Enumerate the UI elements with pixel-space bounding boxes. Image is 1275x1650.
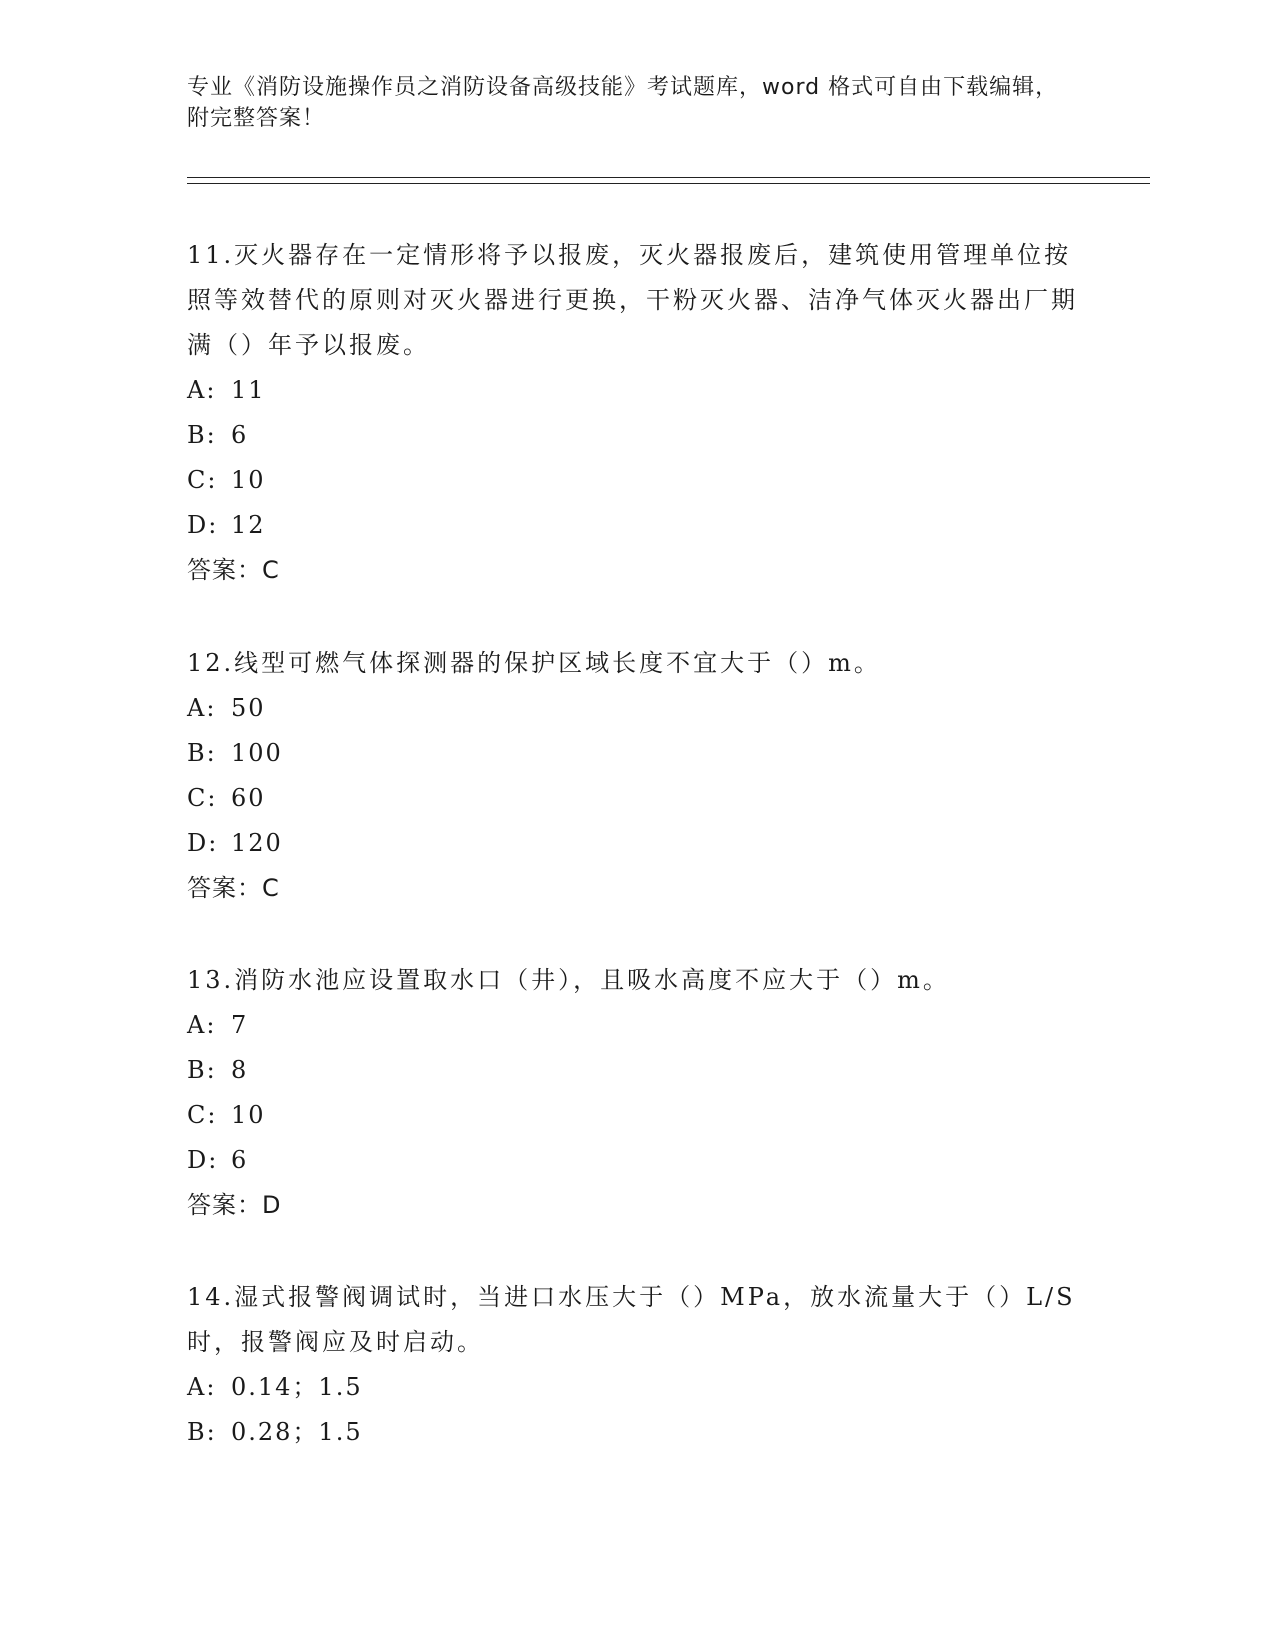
option-c [187, 776, 1087, 821]
option-text: 6 [231, 421, 249, 449]
option-a [187, 686, 1087, 731]
option-c [187, 458, 1087, 503]
question-stem: 12.线型可燃气体探测器的保护区域长度不宜大于（）m。 [187, 649, 881, 677]
option-letter: D: [187, 829, 219, 857]
option-letter: C: [187, 466, 218, 494]
header-divider-top [187, 177, 1150, 178]
answer-line: 答案：D [187, 1191, 282, 1219]
document-header-intro: 专业《消防设施操作员之消防设备高级技能》考试题库，word 格式可自由下载编辑，附完整答案！ [187, 75, 1059, 131]
option-b [187, 1048, 1087, 1093]
question-stem: 11.灭火器存在一定情形将予以报废，灭火器报废后，建筑使用管理单位按照等效替代的原则对灭火器进行更换，干粉灭火器、洁净气体灭火器出厂期满（）年予以报废。 [187, 241, 1078, 359]
option-letter: C: [187, 784, 218, 812]
question-11 [187, 233, 1087, 593]
question-stem: 14.湿式报警阀调试时，当进口水压大于（）MPa，放水流量大于（）L/S 时，报警阀应及时启动。 [187, 1283, 1076, 1356]
header-divider-bottom [187, 183, 1150, 184]
option-b [187, 731, 1087, 776]
question-stem: 13.消防水池应设置取水口（井），且吸水高度不应大于（）m。 [187, 966, 950, 994]
option-a [187, 1003, 1087, 1048]
option-d [187, 1138, 1087, 1183]
option-letter: B: [187, 1056, 217, 1084]
option-letter: D: [187, 511, 219, 539]
option-letter: B: [187, 421, 217, 449]
option-text: 50 [231, 694, 266, 722]
option-letter: A: [187, 1011, 217, 1039]
option-c [187, 1093, 1087, 1138]
option-text: 60 [231, 784, 266, 812]
option-text: 10 [231, 1101, 266, 1129]
option-d [187, 821, 1087, 866]
option-b [187, 413, 1087, 458]
option-letter: A: [187, 1373, 217, 1401]
option-letter: A: [187, 694, 217, 722]
option-text: 12 [231, 511, 266, 539]
question-13 [187, 958, 1087, 1228]
option-text: 6 [231, 1146, 249, 1174]
option-letter: B: [187, 1418, 217, 1446]
answer-line: 答案：C [187, 874, 280, 902]
option-text: 120 [231, 829, 283, 857]
option-text: 11 [231, 376, 266, 404]
answer-line: 答案：C [187, 556, 280, 584]
option-text: 7 [231, 1011, 249, 1039]
option-letter: A: [187, 376, 217, 404]
option-text: 100 [231, 739, 283, 767]
option-text: 0.28；1.5 [231, 1418, 363, 1446]
option-a [187, 1365, 1087, 1410]
option-text: 0.14；1.5 [231, 1373, 363, 1401]
option-text: 10 [231, 466, 266, 494]
option-a [187, 368, 1087, 413]
option-d [187, 503, 1087, 548]
option-text: 8 [231, 1056, 249, 1084]
question-14 [187, 1275, 1087, 1455]
question-12 [187, 641, 1087, 911]
option-letter: D: [187, 1146, 219, 1174]
option-b [187, 1410, 1087, 1455]
option-letter: B: [187, 739, 217, 767]
option-letter: C: [187, 1101, 218, 1129]
